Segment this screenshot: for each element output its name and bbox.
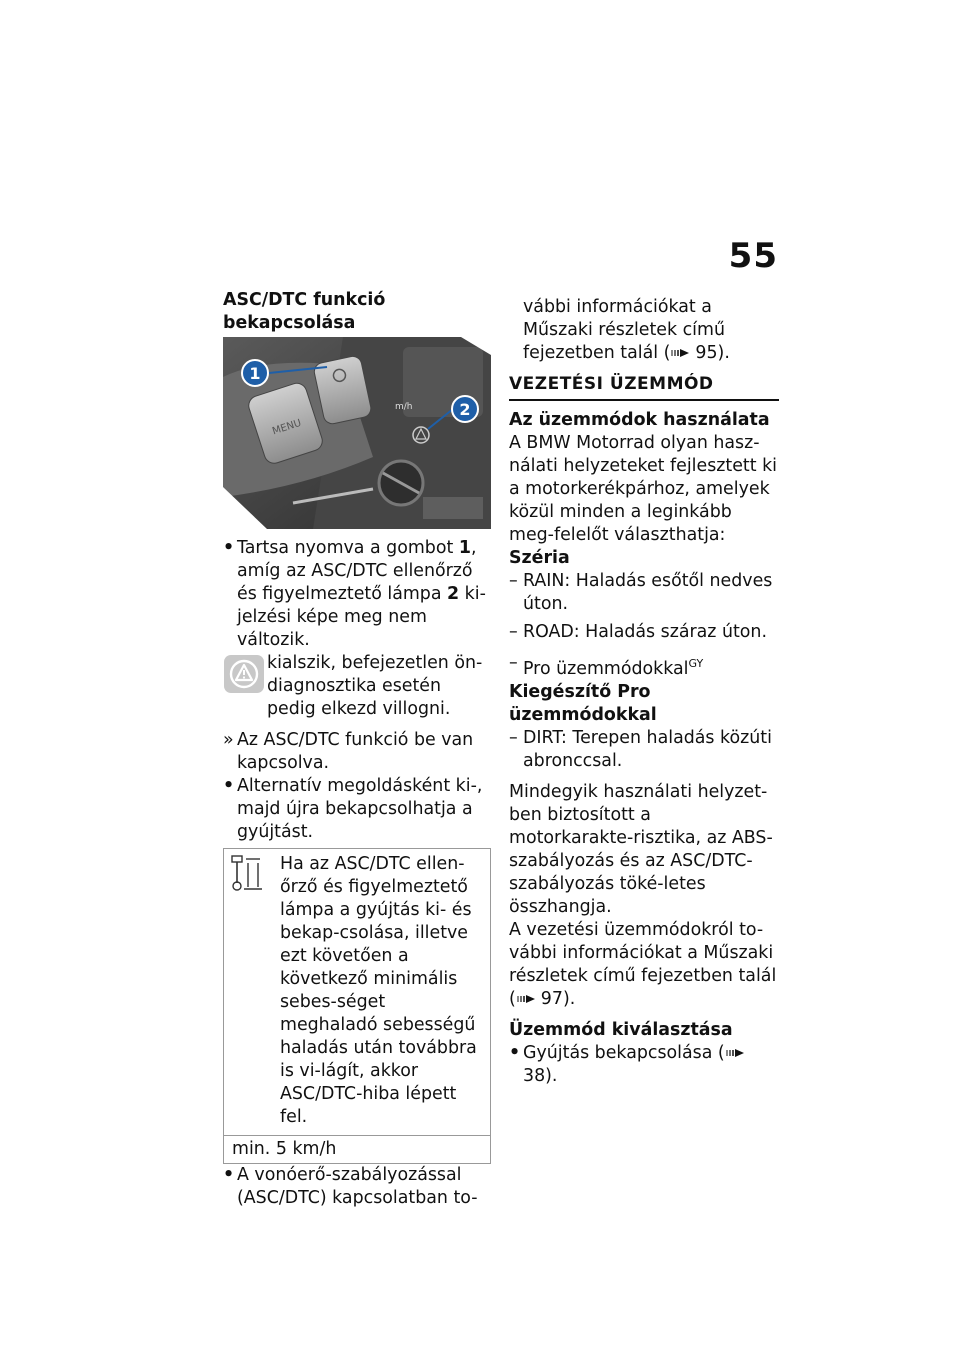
traction-info-continued: vábbi információkat a Műszaki részletek című fejezetben talál ( 95). <box>523 297 730 363</box>
handlebar-switch-figure <box>223 337 491 529</box>
page-reference-arrow-icon <box>517 993 537 1005</box>
handlebar-switch-photo <box>223 337 491 529</box>
asc-dtc-warning-icon <box>223 654 265 694</box>
modes-more-info-text: A vezetési üzemmódokról to-vábbi információkat a Műszaki részletek című fejezetben talál ( 97). <box>509 919 777 1009</box>
step-hold-button: • Tartsa nyomva a gombot 1, amíg az ASC/DTC ellenőrző és figyelmeztető lámpa 2 ki-jelzési képe meg nem változik. <box>223 537 491 652</box>
note-text: Ha az ASC/DTC ellen-őrző és figyelmeztető lámpa a gyújtás ki- és bekap-csolása, illetve ezt követően a következő minimális sebes-séget meghaladó sebességű haladás után továbbra is vi-lágít, akkor ASC/DTC-hiba lépett fel. <box>280 854 477 1127</box>
menu-button-label: MENU <box>271 417 303 438</box>
mode-item-road: – ROAD: Haladás száraz úton. <box>509 621 779 644</box>
optional-equipment-mark: GY <box>688 657 704 670</box>
page-reference-arrow-icon <box>671 347 691 359</box>
right-column <box>509 296 779 1088</box>
step-traction-info: • A vonóerő-szabályozással (ASC/DTC) kapcsolatban to- <box>223 1164 491 1210</box>
callout-2-label: 2 <box>459 400 471 419</box>
modes-intro-text: A BMW Motorrad olyan hasz-nálati helyzeteket fejlesztett ki a motorkerékpárhoz, amelyek közül minden a leginkább meg-felelőt választhatja: <box>509 433 777 545</box>
speed-unit-text: m/h <box>395 402 413 412</box>
extra-label: Kiegészítő Pro üzemmódokkal <box>509 681 657 725</box>
mode-item-dirt: – DIRT: Terepen haladás közúti abronccsal. <box>509 727 779 773</box>
note-min-speed: min. 5 km/h <box>224 1135 490 1163</box>
subheading-using-modes: Az üzemmódok használata <box>509 410 770 430</box>
step-ignition-on: • Gyújtás bekapcsolása (38). <box>509 1042 779 1088</box>
warning-light-note <box>223 652 491 721</box>
mode-item-rain: – RAIN: Haladás esőtől nedves úton. <box>509 570 779 616</box>
series-label: Széria <box>509 548 570 568</box>
note-box <box>223 848 491 1164</box>
modes-harmony-text: Mindegyik használati helyzet-ben biztosított a motorkarakte-risztika, az ABS-szabályozás és az ASC/DTC-szabályozás töké-letes összhangja. <box>509 781 773 917</box>
warning-light-text: kialszik, befejezetlen ön-diagnosztika esetén pedig elkezd villogni. <box>267 653 483 719</box>
step-alternative: • Alternatív megoldásként ki-, majd újra bekapcsolhatja a gyújtást. <box>223 775 491 844</box>
callout-1-label: 1 <box>249 364 261 383</box>
page-reference-arrow-icon <box>726 1047 746 1059</box>
page-number: 55 <box>728 236 778 276</box>
result-asc-on: » Az ASC/DTC funkció be van kapcsolva. <box>223 729 491 775</box>
section-heading-riding-mode: VEZETÉSI ÜZEMMÓD <box>509 373 779 401</box>
speed-sensor-icon <box>230 853 264 893</box>
left-column <box>223 289 491 1210</box>
mode-item-pro: – Pro üzemmódokkal$^{GY}$ <box>509 652 779 681</box>
subheading-select-mode: Üzemmód kiválasztása <box>509 1019 733 1040</box>
section-heading-asc-dtc: ASC/DTC funkció bekapcsolása <box>223 290 386 333</box>
